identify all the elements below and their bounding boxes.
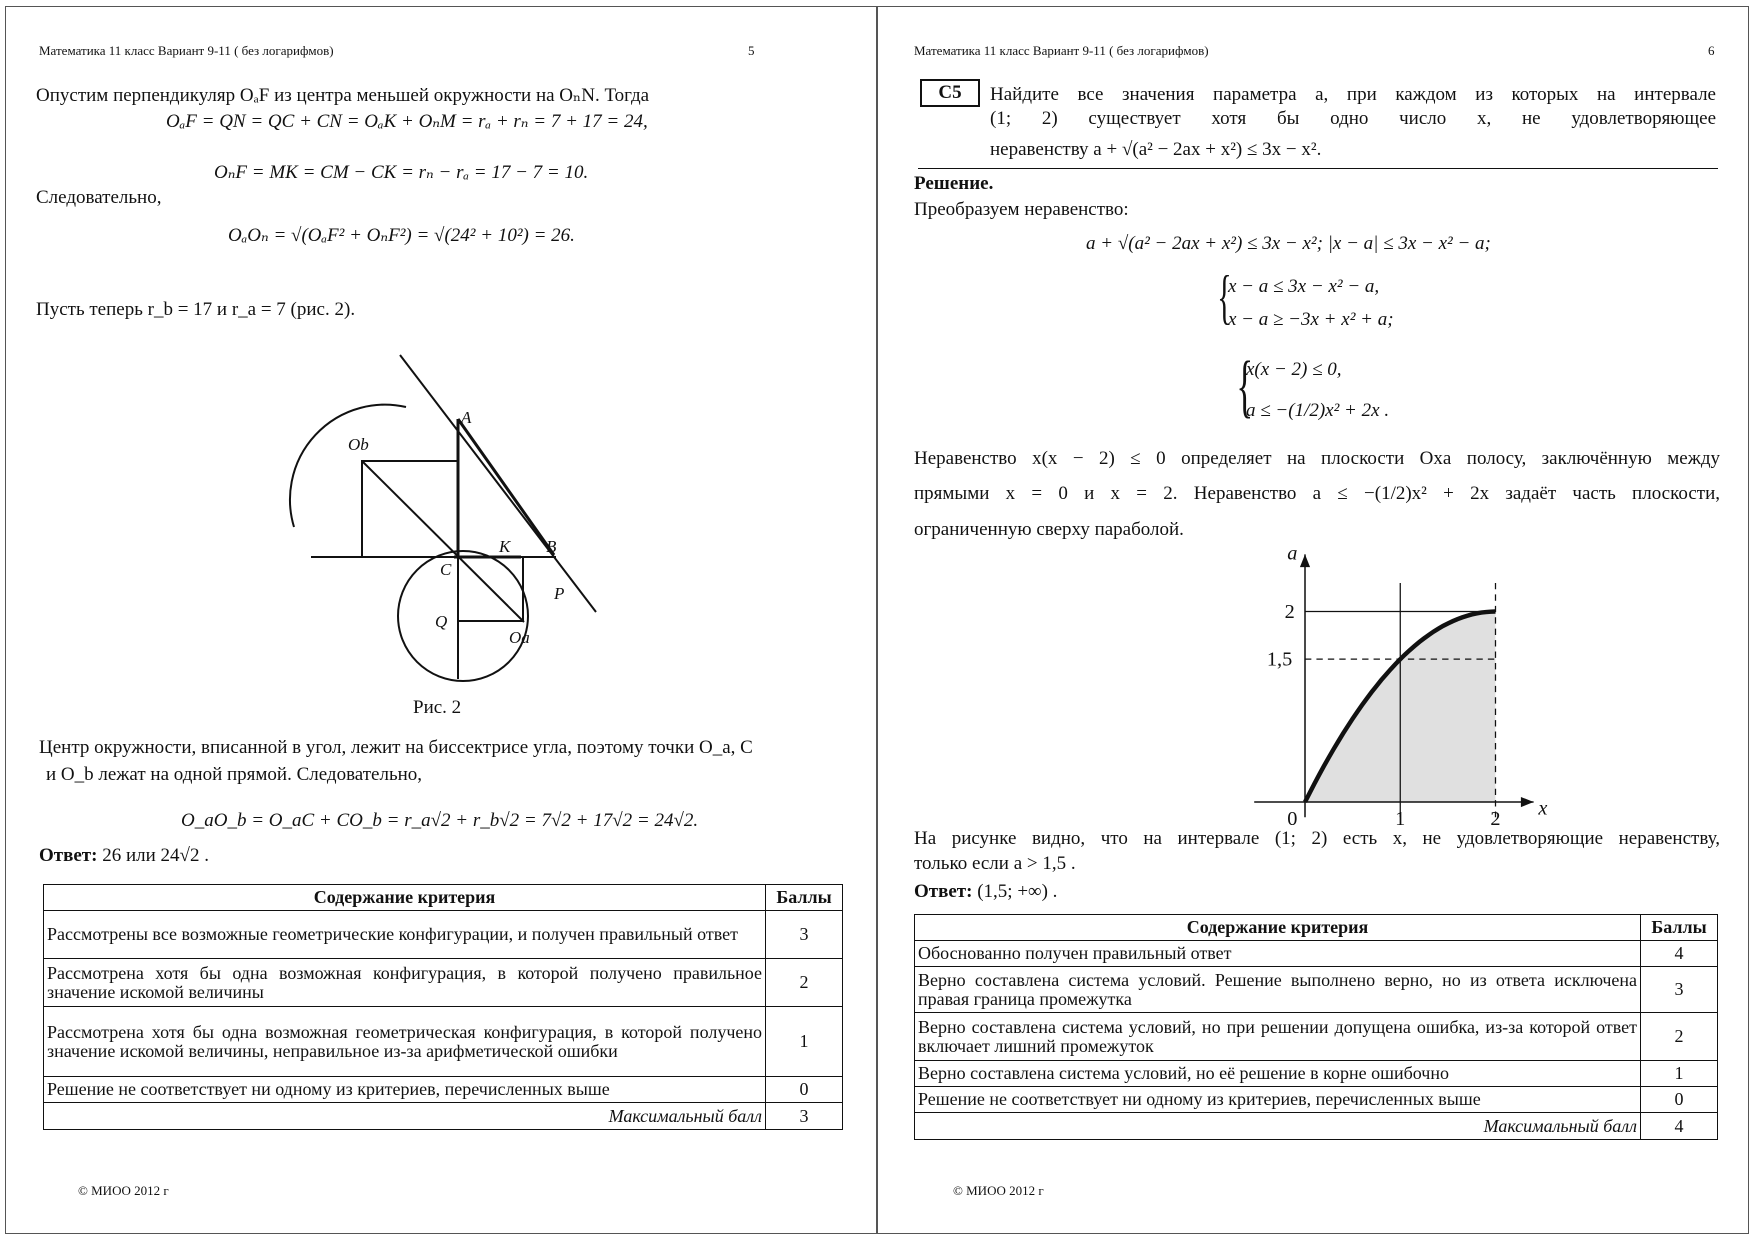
figure-caption: Рис. 2 (413, 697, 462, 718)
circle-oa (398, 551, 528, 681)
parabola-chart (1178, 542, 1623, 840)
x-axis-arrow (1521, 797, 1534, 807)
system-1-b: x − a ≥ −3x + x² + a; (1228, 309, 1394, 330)
label-c: C (440, 560, 452, 579)
task-line-2: (1; 2) существует хотя бы одно число x, не удовлетворяющее (990, 108, 1716, 129)
max-points: 3 (766, 1103, 843, 1130)
figure-text-1: На рисунке видно, что на интервале (1; 2) есть x, не удовлетворяющие неравенству, (914, 828, 1720, 849)
x-tick-1: 1 (1395, 807, 1406, 830)
system-2-b: a ≤ −(1/2)x² + 2x . (1246, 400, 1390, 421)
criteria-table (914, 914, 1718, 1140)
table-row (915, 967, 1718, 1013)
criterion-points: 0 (1641, 1087, 1718, 1113)
inequality-line-3: ограниченную сверху параболой. (914, 519, 1184, 540)
task-line-3: неравенству a + √(a² − 2ax + x²) ≤ 3x − x². (990, 139, 1322, 160)
inequality-line-2: прямыми x = 0 и x = 2. Неравенство a ≤ −(1/2)x² + 2x задаёт часть плоскости, (914, 483, 1720, 504)
label-q: Q (435, 612, 448, 631)
max-points: 4 (1641, 1113, 1718, 1140)
criterion-points: 3 (1641, 967, 1718, 1013)
x-tick-0: 0 (1287, 807, 1298, 830)
label-b: B (546, 537, 557, 556)
label-oa: Oa (509, 628, 530, 647)
criterion-text: Рассмотрена хотя бы одна возможная геометрическая конфигурация, в которой получено значение искомой величины, неправильное из-за арифметической ошибки (44, 1007, 766, 1077)
criteria-table (43, 884, 843, 1130)
table-row (915, 1013, 1718, 1061)
table-header-points: Баллы (1641, 915, 1718, 941)
answer-line (914, 881, 1057, 903)
table-row-max (44, 1103, 843, 1130)
table-row (44, 1077, 843, 1103)
y-tick-1-5: 1,5 (1266, 648, 1293, 671)
system-2-a: x(x − 2) ≤ 0, (1246, 359, 1342, 380)
answer-value: (1,5; +∞) . (977, 881, 1058, 902)
y-tick-2: 2 (1284, 600, 1295, 623)
therefore-text: Следовательно, (36, 187, 162, 208)
intro-line: Опустим перпендикуляр OₐF из центра меньшей окружности на OₙN. Тогда (36, 85, 650, 106)
criterion-text: Решение не соответствует ни одному из критериев, перечисленных выше (915, 1087, 1641, 1113)
criterion-text: Решение не соответствует ни одному из критериев, перечисленных выше (44, 1077, 766, 1103)
table-row (915, 1061, 1718, 1087)
center-text-2: и O_b лежат на одной прямой. Следовательно, (46, 764, 423, 785)
equation-4: O_aO_b = O_aC + CO_b = r_a√2 + r_b√2 = 7√2 + 17√2 = 24√2. (181, 810, 699, 831)
criterion-text: Рассмотрена хотя бы одна возможная конфигурация, в которой получено правильное значение искомой величины (44, 959, 766, 1007)
right-page (877, 6, 1749, 1234)
criterion-points: 0 (766, 1077, 843, 1103)
task-line-1: Найдите все значения параметра a, при каждом из которых на интервале (990, 84, 1716, 105)
label-a: A (461, 408, 472, 427)
criterion-points: 3 (766, 911, 843, 959)
page-footer: © МИОО 2012 г (78, 1183, 169, 1198)
x-axis-label: x (1538, 797, 1548, 820)
table-header-content: Содержание критерия (915, 915, 1641, 941)
table-header-points: Баллы (766, 885, 843, 911)
center-text-1: Центр окружности, вписанной в угол, лежит на биссектрисе угла, поэтому точки O_a, C (39, 737, 753, 758)
criterion-text: Рассмотрены все возможные геометрические конфигурации, и получен правильный ответ (44, 911, 766, 959)
criterion-text: Обоснованно получен правильный ответ (915, 941, 1641, 967)
criterion-points: 1 (766, 1007, 843, 1077)
system-line-0: a + √(a² − 2ax + x²) ≤ 3x − x²; |x − a| ≤ 3x − x² − a; (1086, 233, 1491, 254)
criterion-points: 4 (1641, 941, 1718, 967)
table-row-max (915, 1113, 1718, 1140)
page-number: 6 (1708, 43, 1715, 58)
criterion-points: 2 (1641, 1013, 1718, 1061)
answer-line (39, 845, 209, 867)
y-axis-label: a (1287, 542, 1298, 565)
criterion-points: 2 (766, 959, 843, 1007)
equation-3: OₐOₙ = √(OₐF² + OₙF²) = √(24² + 10²) = 26. (228, 225, 575, 246)
table-row (915, 941, 1718, 967)
transform-text: Преобразуем неравенство: (914, 199, 1129, 220)
line-tangent-ab (400, 355, 596, 612)
figure-text-2: только если a > 1,5 . (914, 853, 1076, 874)
task-label-box: С5 (920, 79, 980, 107)
criterion-text: Верно составлена система условий. Решение выполнено верно, но из ответа исключена правая граница промежутка (915, 967, 1641, 1013)
label-k: K (499, 537, 511, 556)
x-tick-2: 2 (1490, 807, 1501, 830)
brace-2: { (1236, 348, 1254, 425)
system-1-a: x − a ≤ 3x − x² − a, (1228, 276, 1380, 297)
label-ob: Ob (348, 435, 369, 454)
page-number: 5 (748, 43, 755, 58)
criterion-text: Верно составлена система условий, но её решение в корне ошибочно (915, 1061, 1641, 1087)
figure-2-geometry (246, 337, 606, 697)
equation-1: OₐF = QN = QC + CN = OₐK + OₙM = rₐ + rₙ = 7 + 17 = 24, (166, 111, 648, 132)
arc-circle-ob (290, 405, 406, 527)
label-p: P (554, 584, 565, 603)
table-row (915, 1087, 1718, 1113)
table-header-content: Содержание критерия (44, 885, 766, 911)
task-divider (918, 168, 1718, 169)
table-row (44, 911, 843, 959)
answer-label: Ответ: (39, 845, 98, 866)
page-footer: © МИОО 2012 г (953, 1183, 1044, 1198)
inequality-line-1: Неравенство x(x − 2) ≤ 0 определяет на плоскости Oxa полосу, заключённую между (914, 448, 1720, 469)
max-label: Максимальный балл (915, 1113, 1641, 1140)
criterion-points: 1 (1641, 1061, 1718, 1087)
left-page (5, 6, 877, 1234)
max-label: Максимальный балл (44, 1103, 766, 1130)
solution-label: Решение. (914, 173, 994, 194)
page-header: Математика 11 класс Вариант 9-11 ( без логарифмов) (39, 43, 334, 58)
let-now-text: Пусть теперь r_b = 17 и r_a = 7 (рис. 2). (36, 299, 356, 320)
table-row (44, 1007, 843, 1077)
table-row (44, 959, 843, 1007)
criterion-text: Верно составлена система условий, но при решении допущена ошибка, из-за которой ответ включает лишний промежуток (915, 1013, 1641, 1061)
brace-1: { (1217, 264, 1232, 330)
page-header: Математика 11 класс Вариант 9-11 ( без логарифмов) (914, 43, 1209, 58)
answer-value: 26 или 24√2 . (102, 845, 209, 866)
answer-label: Ответ: (914, 881, 973, 902)
equation-2: OₙF = MK = CM − CK = rₙ − rₐ = 17 − 7 = 10. (214, 162, 589, 183)
y-axis-arrow (1300, 554, 1310, 567)
